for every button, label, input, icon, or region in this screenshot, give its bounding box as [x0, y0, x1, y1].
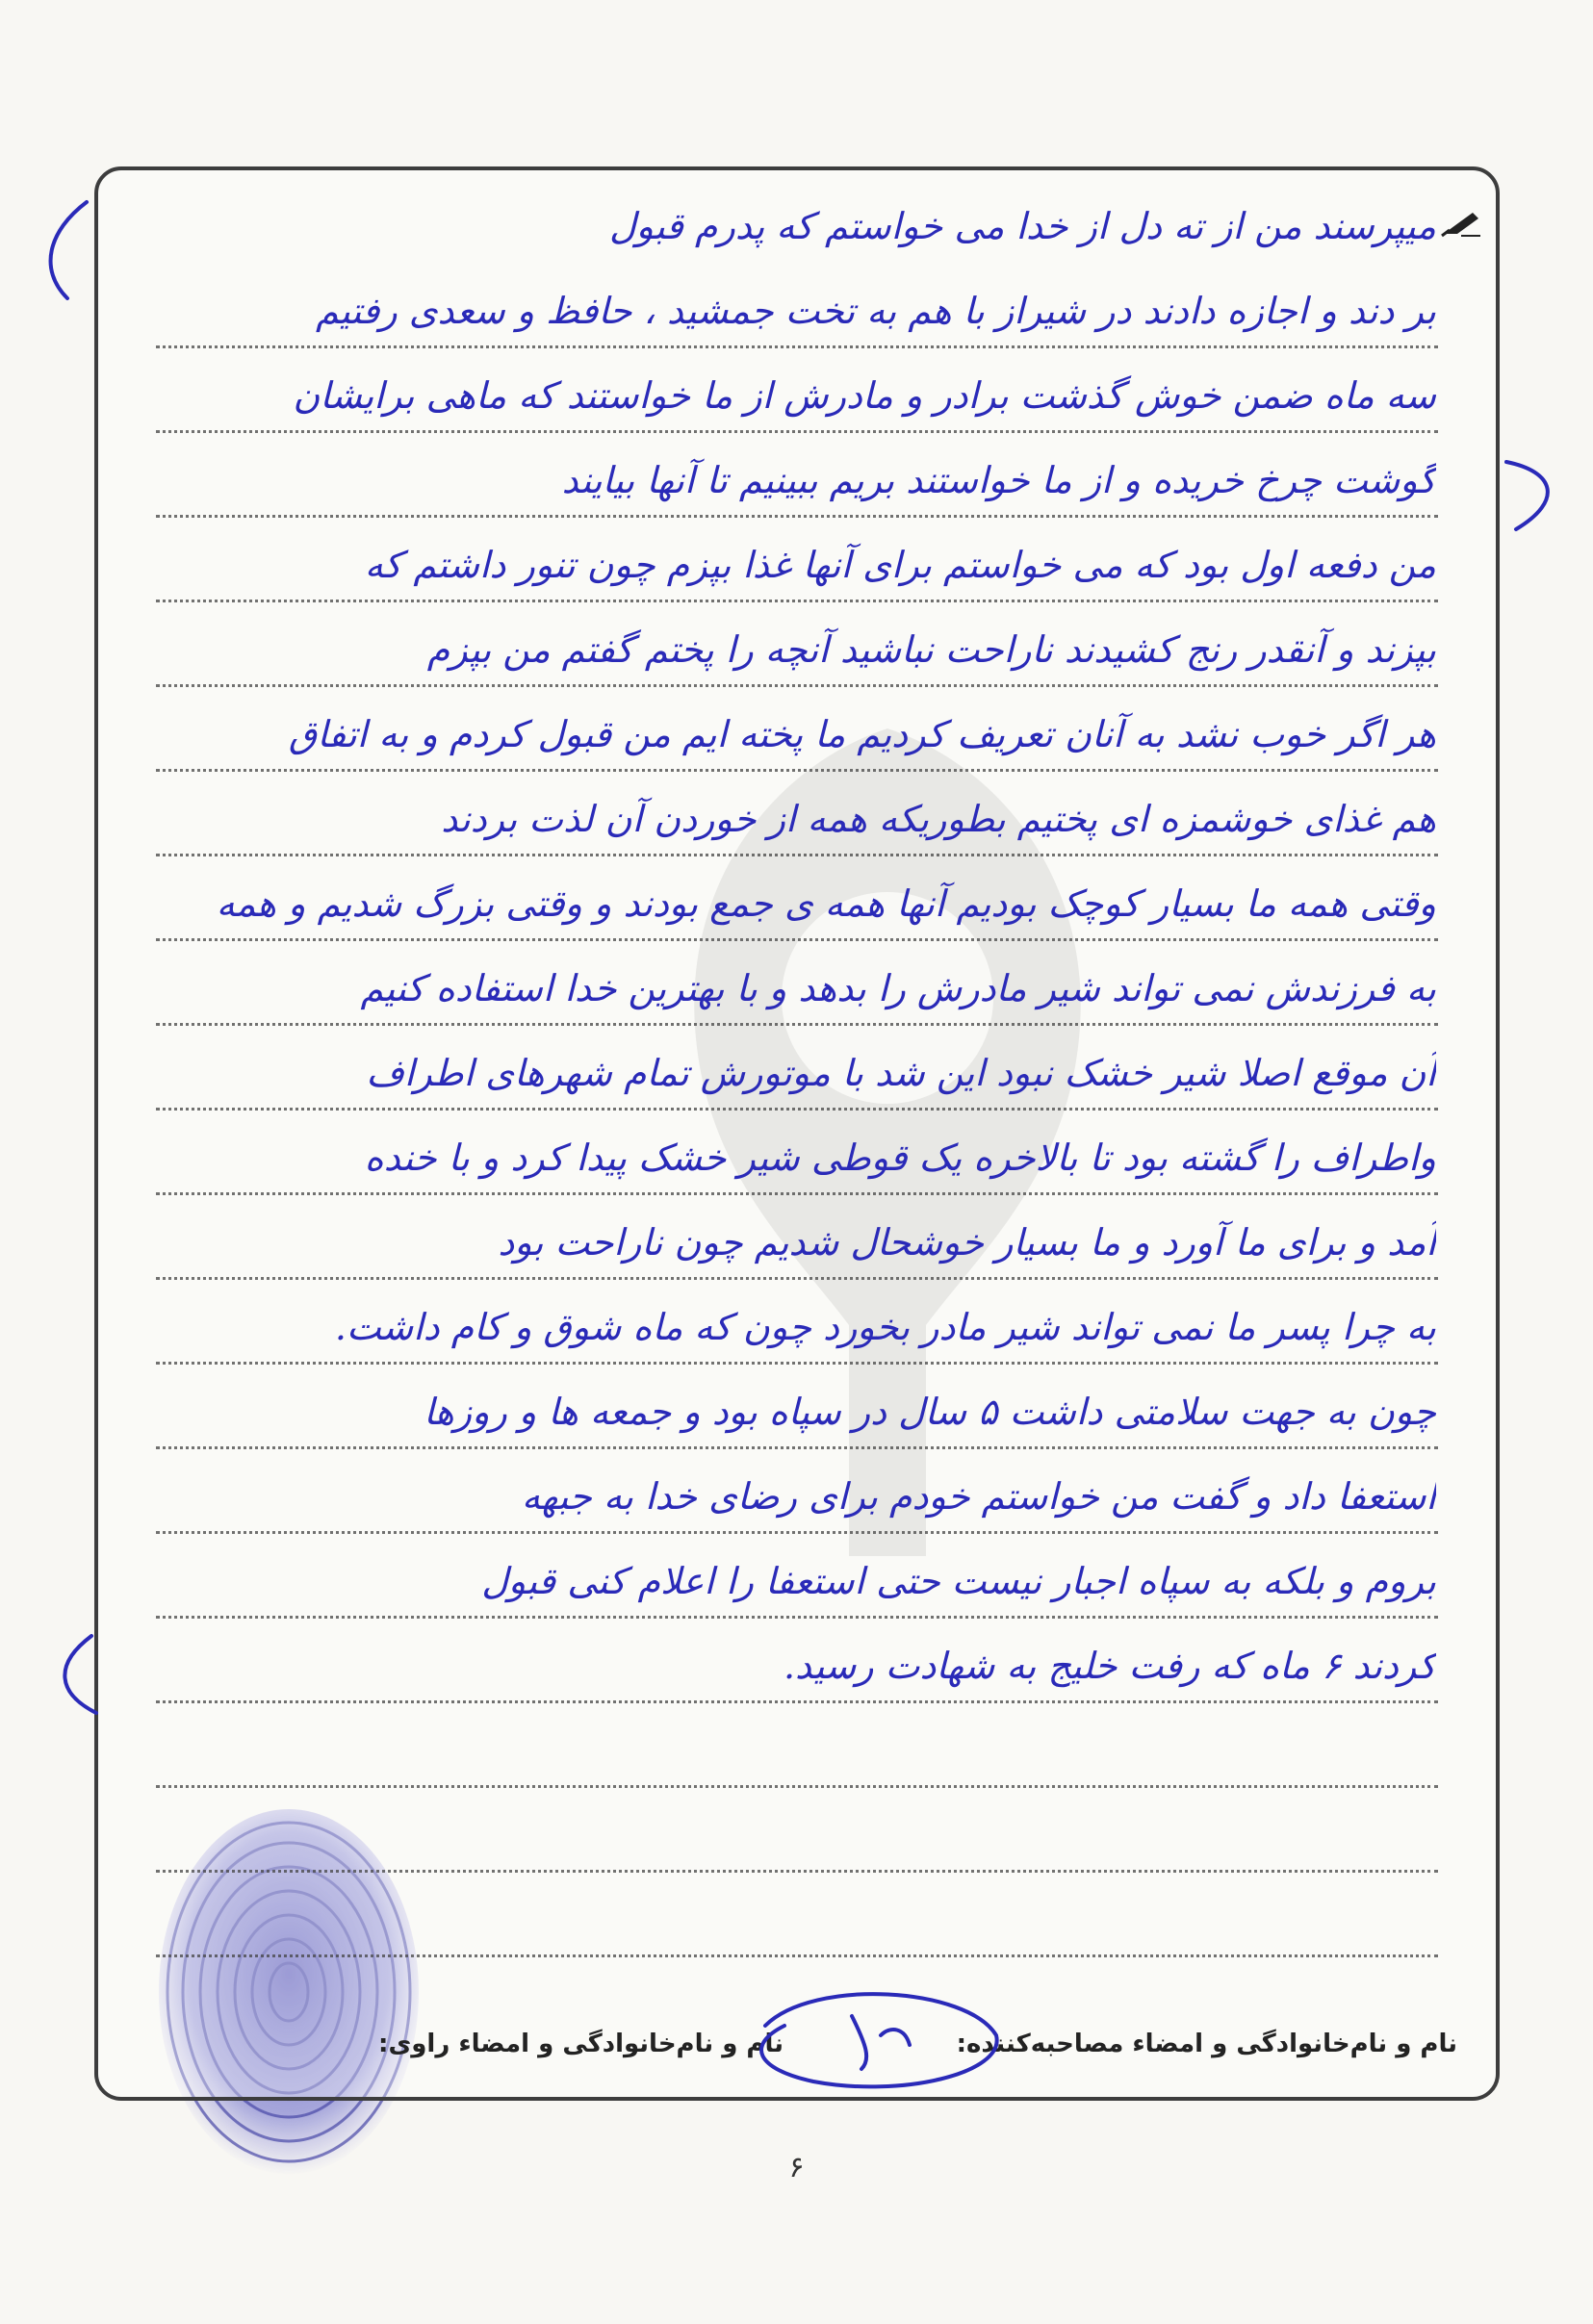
- ruled-line: [156, 1785, 1438, 1788]
- interviewer-label: نام و نام‌خانوادگی و امضاء مصاحبه‌کننده:: [956, 2030, 1457, 2058]
- handwritten-line: بپزند و آنقدر رنج کشیدند ناراحت نباشید آنچه را پختم گفتم من بپزم: [426, 628, 1436, 671]
- handwritten-line: استعفا داد و گفت من خواستم خودم برای رضای خدا به جبهه: [522, 1475, 1436, 1518]
- ruled-line: [156, 1954, 1438, 1957]
- handwritten-line: آمد و برای ما آورد و ما بسیار خوشحال شدیم چون ناراحت بود: [498, 1221, 1436, 1264]
- ruled-line: [156, 1870, 1438, 1873]
- form-frame: [94, 166, 1500, 2101]
- pen-icon: [1440, 209, 1482, 238]
- signature-mark: [727, 1968, 1015, 2103]
- handwritten-line: گوشت چرخ خریده و از ما خواستند بریم ببینیم تا آنها بیایند: [561, 459, 1436, 501]
- handwritten-line: به فرزندش نمی تواند شیر مادرش را بدهد و با بهترین خدا استفاده کنیم: [360, 967, 1436, 1009]
- handwritten-line: کردند ۶ ماه که رفت خلیج به شهادت رسید.: [783, 1645, 1436, 1687]
- handwritten-line: واطراف را گشته بود تا بالاخره یک قوطی شیر خشک پیدا کرد و با خنده: [364, 1136, 1436, 1179]
- handwritten-line: وقتی همه ما بسیار کوچک بودیم آنها همه ی جمع بودند و وقتی بزرگ شدیم و همه: [216, 882, 1436, 925]
- margin-mark: [39, 1626, 116, 1723]
- margin-mark: [29, 192, 106, 308]
- handwritten-line: هر اگر خوب نشد به آنان تعریف کردیم ما پخته ایم من قبول کردم و به اتفاق: [288, 713, 1436, 755]
- narrator-label: نام و نام‌خانوادگی و امضاء راوی:: [378, 2030, 784, 2058]
- handwritten-line: آن موقع اصلا شیر خشک نبود این شد با موتورش تمام شهرهای اطراف: [366, 1052, 1436, 1094]
- handwritten-line: بر دند و اجازه دادند در شیراز با هم به تخت جمشید ، حافظ و سعدی رفتیم: [315, 290, 1436, 332]
- margin-mark: [1487, 443, 1574, 549]
- handwritten-line: میپرسند من از ته دل از خدا می خواستم که پدرم قبول: [609, 205, 1436, 247]
- handwritten-line: سه ماه ضمن خوش گذشت برادر و مادرش از ما خواستند که ماهی برایشان: [293, 374, 1436, 417]
- handwritten-line: هم غذای خوشمزه ای پختیم بطوریکه همه از خوردن آن لذت بردند: [441, 798, 1436, 840]
- handwritten-line: به چرا پسر ما نمی تواند شیر مادر بخورد چون که ماه شوق و کام داشت.: [334, 1306, 1436, 1348]
- page-number: ۶: [788, 2151, 805, 2184]
- handwritten-line: من دفعه اول بود که می خواستم برای آنها غذا بپزم چون تنور داشتم که: [364, 544, 1436, 586]
- handwritten-line: بروم و بلکه به سپاه اجبار نیست حتی استعفا را اعلام کنی قبول: [481, 1560, 1436, 1602]
- handwritten-line: چون به جهت سلامتی داشت ۵ سال در سپاه بود و جمعه ها و روزها: [424, 1391, 1436, 1433]
